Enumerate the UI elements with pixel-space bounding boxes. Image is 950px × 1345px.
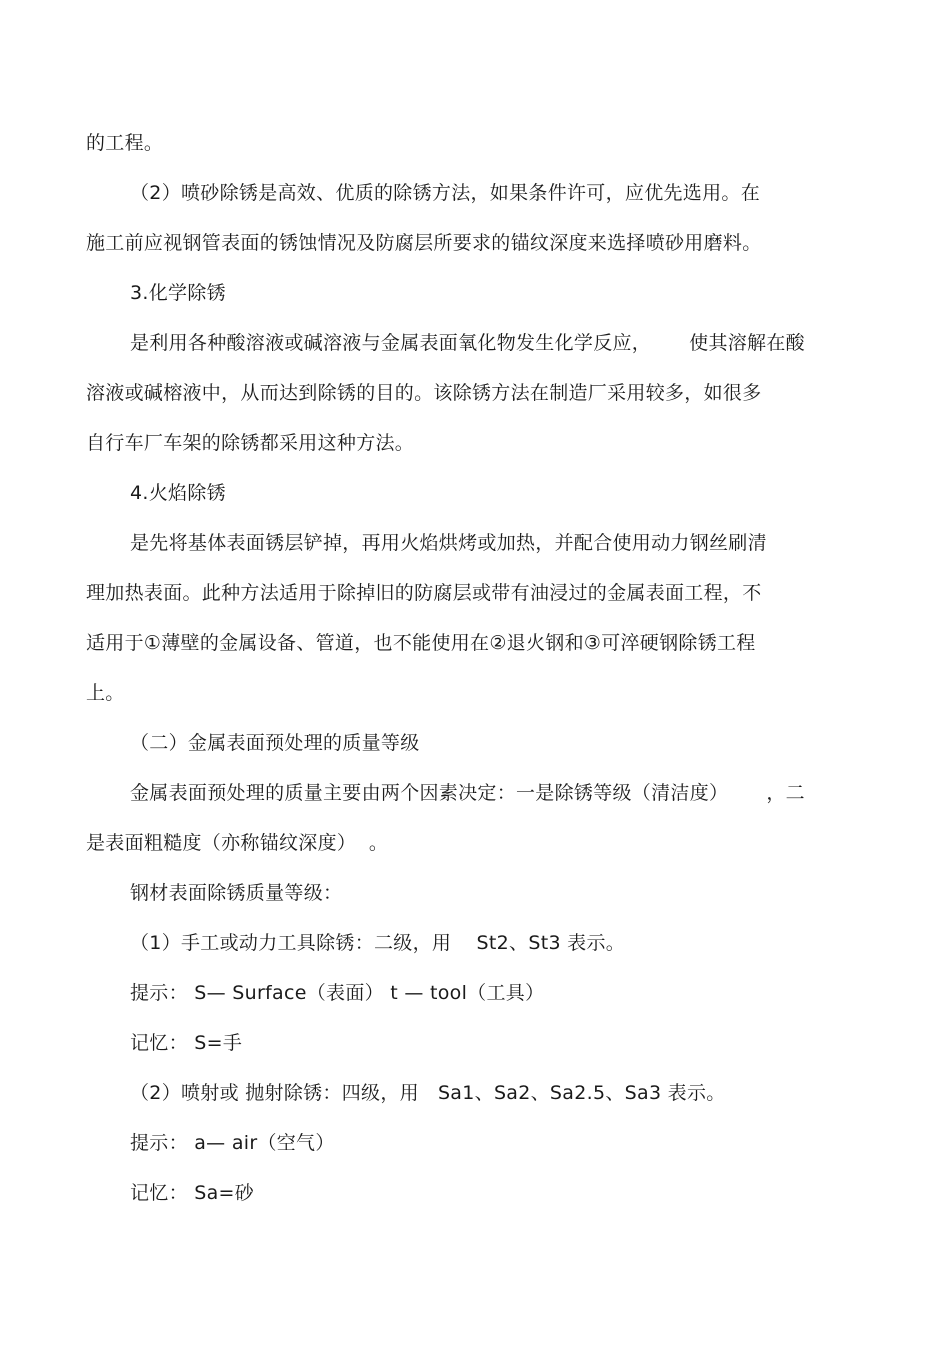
text-line-3: 施工前应视钢管表面的锈蚀情况及防腐层所要求的锚纹深度来选择喷砂用磨料。: [86, 232, 762, 254]
text-line-15: 是表面粗糙度（亦称锚纹深度） 。: [86, 832, 389, 854]
text-line-10: 理加热表面。此种方法适用于除掉旧的防腐层或带有油浸过的金属表面工程，不: [86, 582, 762, 604]
text-line-11: 适用于①薄壁的金属设备、管道，也不能使用在②退火钢和③可淬硬钢除锈工程: [86, 632, 756, 654]
text-line-16: 钢材表面除锈质量等级：: [130, 882, 343, 904]
text-line-1: 的工程。: [86, 132, 164, 154]
text-line-2: （2）喷砂除锈是高效、优质的除锈方法，如果条件许可，应优先选用。在: [130, 182, 760, 204]
text-line-21: 提示： a— air（空气）: [130, 1132, 335, 1154]
text-line-12: 上。: [86, 682, 125, 704]
text-line-9: 是先将基体表面锈层铲掉，再用火焰烘烤或加热，并配合使用动力钢丝刷清: [130, 532, 767, 554]
text-line-20: （2）喷射或 抛射除锈：四级，用 Sa1、Sa2、Sa2.5、Sa3 表示。: [130, 1082, 726, 1104]
section-heading-flame: 4.火焰除锈: [130, 482, 226, 504]
text-line-18: 提示： S— Surface（表面） t — tool（工具）: [130, 982, 545, 1004]
text-line-14: 金属表面预处理的质量主要由两个因素决定：一是除锈等级（清洁度） ，二: [130, 782, 805, 804]
text-line-6: 溶液或碱榕液中，从而达到除锈的目的。该除锈方法在制造厂采用较多，如很多: [86, 382, 762, 404]
text-line-19: 记忆： S=手: [130, 1032, 243, 1054]
section-heading-quality: （二）金属表面预处理的质量等级: [130, 732, 420, 754]
text-line-5: 是利用各种酸溶液或碱溶液与金属表面氧化物发生化学反应， 使其溶解在酸: [130, 332, 805, 354]
text-line-22: 记忆： Sa=砂: [130, 1182, 255, 1204]
section-heading-chemical: 3.化学除锈: [130, 282, 226, 304]
text-line-7: 自行车厂车架的除锈都采用这种方法。: [86, 432, 415, 454]
text-line-17: （1）手工或动力工具除锈：二级，用 St2、St3 表示。: [130, 932, 626, 954]
